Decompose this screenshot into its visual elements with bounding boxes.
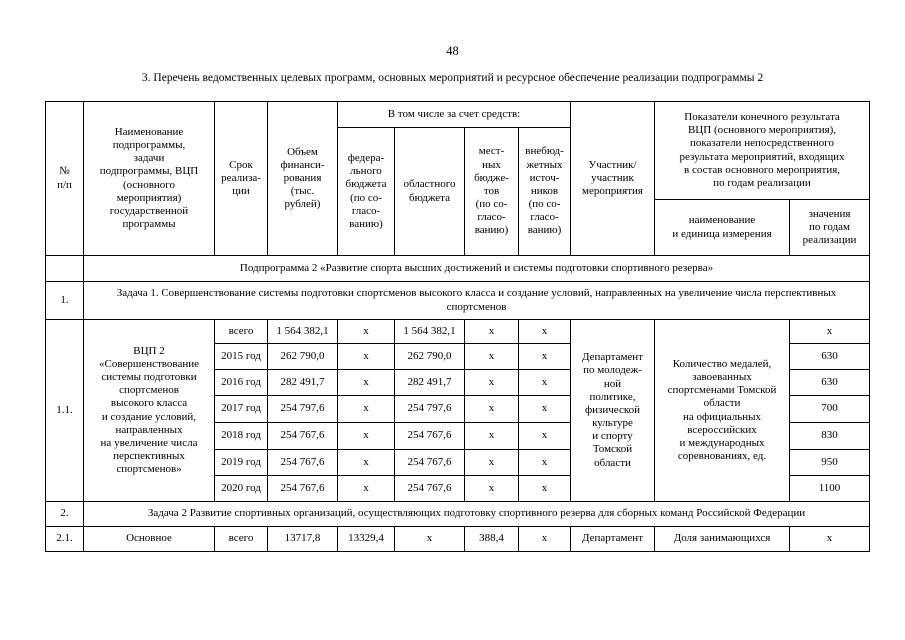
cell-local: 388,4 bbox=[465, 527, 519, 552]
cell-term: 2016 год bbox=[215, 370, 268, 396]
item-participant: Департамент по молодеж- ной политике, физической культуре и спорту Томской области bbox=[571, 320, 655, 502]
cell-extra: х bbox=[519, 423, 571, 450]
cell-volume: 13717,8 bbox=[268, 527, 338, 552]
header-federal: федера- льного бюджета (по со- гласо- ванию) bbox=[338, 128, 395, 256]
header-row-1 bbox=[46, 102, 870, 128]
header-indicator-values: значения по годам реализации bbox=[790, 200, 870, 256]
cell-term: всего bbox=[215, 527, 268, 552]
cell-volume: 254 767,6 bbox=[268, 476, 338, 502]
header-extra: внебюд- жетных источ- ников (по со- гласо- ванию) bbox=[519, 128, 571, 256]
cell-volume: 254 767,6 bbox=[268, 450, 338, 476]
cell-value: 700 bbox=[790, 396, 870, 423]
cell-regional: 254 767,6 bbox=[395, 423, 465, 450]
cell-extra: х bbox=[519, 396, 571, 423]
cell-federal: х bbox=[338, 344, 395, 370]
task-text: Задача 2 Развитие спортивных организаций, осуществляющих подготовку спортивного резерва для сборных команд Российской Федерации bbox=[84, 502, 870, 527]
program-table bbox=[45, 101, 870, 552]
cell-regional: 254 797,6 bbox=[395, 396, 465, 423]
header-term: Срок реализа- ции bbox=[215, 102, 268, 256]
cell-regional: 254 767,6 bbox=[395, 450, 465, 476]
header-sources: В том числе за счет средств: bbox=[338, 102, 571, 128]
header-indicator-name: наименование и единица измерения bbox=[655, 200, 790, 256]
cell-volume: 1 564 382,1 bbox=[268, 320, 338, 344]
cell-value: х bbox=[790, 527, 870, 552]
header-regional: областного бюджета bbox=[395, 128, 465, 256]
item-number: 1.1. bbox=[46, 320, 84, 502]
cell-extra: х bbox=[519, 527, 571, 552]
item-name: Основное bbox=[84, 527, 215, 552]
item-number: 2.1. bbox=[46, 527, 84, 552]
document-title: 3. Перечень ведомственных целевых программ, основных мероприятий и ресурсное обеспечение реализации подпрограммы 2 bbox=[141, 72, 764, 84]
cell-term: 2017 год bbox=[215, 396, 268, 423]
task-row bbox=[46, 282, 870, 320]
cell-term: 2015 год bbox=[215, 344, 268, 370]
cell-local: х bbox=[465, 423, 519, 450]
data-row bbox=[46, 527, 870, 552]
header-participant: Участник/ участник мероприятия bbox=[571, 102, 655, 256]
cell-federal: х bbox=[338, 396, 395, 423]
cell-extra: х bbox=[519, 320, 571, 344]
cell-local: х bbox=[465, 450, 519, 476]
task-text: Задача 1. Совершенствование системы подготовки спортсменов высокого класса и создание условий, направленных на увеличение числа перспективных спортсменов bbox=[84, 282, 870, 320]
header-local: мест- ных бюдже- тов (по со- гласо- ванию) bbox=[465, 128, 519, 256]
cell-extra: х bbox=[519, 450, 571, 476]
cell-value: 630 bbox=[790, 344, 870, 370]
cell-volume: 262 790,0 bbox=[268, 344, 338, 370]
cell-volume: 282 491,7 bbox=[268, 370, 338, 396]
cell-regional: х bbox=[395, 527, 465, 552]
cell-value: 630 bbox=[790, 370, 870, 396]
subprogram-row bbox=[46, 256, 870, 282]
cell-extra: х bbox=[519, 370, 571, 396]
cell-value: х bbox=[790, 320, 870, 344]
item-name: ВЦП 2 «Совершенствование системы подготовки спортсменов высокого класса и создание условий, направленных на увеличение числа перспективных спортсменов» bbox=[84, 320, 215, 502]
cell-value: 1100 bbox=[790, 476, 870, 502]
cell-local: х bbox=[465, 396, 519, 423]
header-indicators: Показатели конечного результата ВЦП (основного мероприятия), показатели непосредственного результата мероприятий, входящих в состав основного мероприятия, по годам реализации bbox=[655, 102, 870, 200]
cell-regional: 1 564 382,1 bbox=[395, 320, 465, 344]
page-number: 48 bbox=[446, 44, 459, 58]
cell-regional: 282 491,7 bbox=[395, 370, 465, 396]
cell-local: х bbox=[465, 320, 519, 344]
cell-extra: х bbox=[519, 476, 571, 502]
task-number: 1. bbox=[46, 282, 84, 320]
cell-federal: х bbox=[338, 423, 395, 450]
item-indicator: Количество медалей, завоеванных спортсменами Томской области на официальных всероссийских и международных соревнованиях, ед. bbox=[655, 320, 790, 502]
task-number: 2. bbox=[46, 502, 84, 527]
cell-federal: х bbox=[338, 476, 395, 502]
cell-federal: х bbox=[338, 370, 395, 396]
cell-local: х bbox=[465, 370, 519, 396]
cell-local: х bbox=[465, 344, 519, 370]
item-participant: Департамент bbox=[571, 527, 655, 552]
cell-term: 2020 год bbox=[215, 476, 268, 502]
cell-value: 950 bbox=[790, 450, 870, 476]
item-indicator: Доля занимающихся bbox=[655, 527, 790, 552]
cell-regional: 262 790,0 bbox=[395, 344, 465, 370]
header-volume: Объем финанси- рования (тыс. рублей) bbox=[268, 102, 338, 256]
task-row bbox=[46, 502, 870, 527]
cell-federal: х bbox=[338, 450, 395, 476]
cell-extra: х bbox=[519, 344, 571, 370]
cell-term: 2019 год bbox=[215, 450, 268, 476]
subprogram-title: Подпрограмма 2 «Развитие спорта высших достижений и системы подготовки спортивного резерва» bbox=[84, 256, 870, 282]
header-name: Наименование подпрограммы, задачи подпрограммы, ВЦП (основного мероприятия) государственной программы bbox=[84, 102, 215, 256]
cell-volume: 254 797,6 bbox=[268, 396, 338, 423]
cell-term: 2018 год bbox=[215, 423, 268, 450]
cell-regional: 254 767,6 bbox=[395, 476, 465, 502]
cell-local: х bbox=[465, 476, 519, 502]
cell-value: 830 bbox=[790, 423, 870, 450]
header-no: № п/п bbox=[46, 102, 84, 256]
cell-volume: 254 767,6 bbox=[268, 423, 338, 450]
cell-term: всего bbox=[215, 320, 268, 344]
data-row bbox=[46, 320, 870, 344]
cell-federal: 13329,4 bbox=[338, 527, 395, 552]
cell-federal: х bbox=[338, 320, 395, 344]
